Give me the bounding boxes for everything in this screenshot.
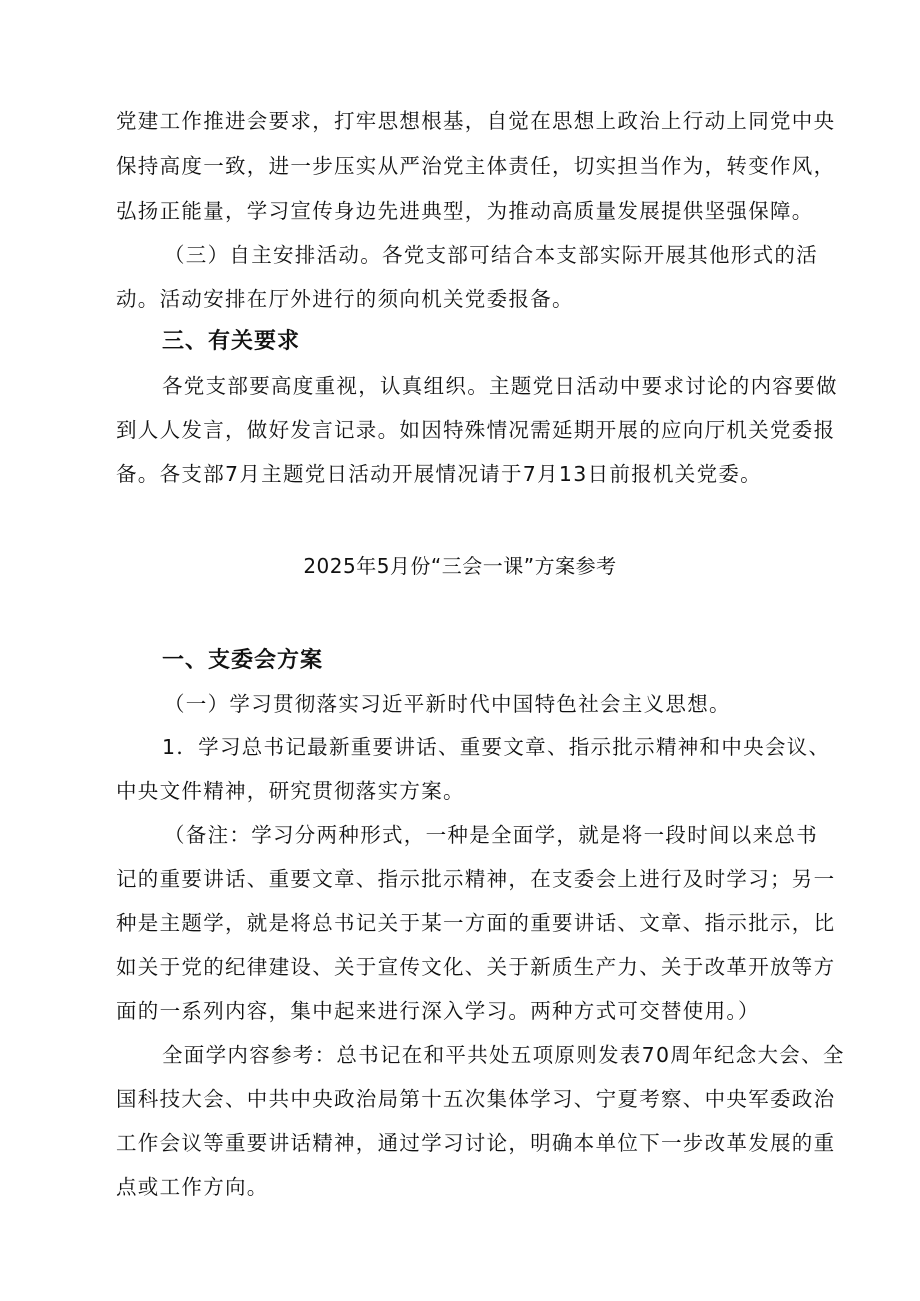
paragraph-line: 备。各支部7月主题党日活动开展情况请于7月13日前报机关党委。 — [116, 462, 762, 486]
paragraph-line: 动。活动安排在厅外进行的须向机关党委报备。 — [116, 287, 574, 311]
paragraph-line: 弘扬正能量，学习宣传身边先进典型，为推动高质量发展提供坚强保障。 — [116, 199, 814, 223]
paragraph-line: （备注：学习分两种形式，一种是全面学，就是将一段时间以来总书 — [164, 823, 818, 847]
paragraph-line: 记的重要讲话、重要文章、指示批示精神，在支委会上进行及时学习；另一 — [116, 867, 836, 891]
paragraph-line: 党建工作推进会要求，打牢思想根基，自觉在思想上政治上行动上同党中央 — [116, 109, 836, 133]
paragraph-line: 全面学内容参考：总书记在和平共处五项原则发表70周年纪念大会、全 — [162, 1043, 845, 1067]
paragraph-line: 工作会议等重要讲话精神，通过学习讨论，明确本单位下一步改革发展的重 — [116, 1131, 836, 1155]
section-heading: 一、支委会方案 — [162, 648, 324, 673]
paragraph-line: （一）学习贯彻落实习近平新时代中国特色社会主义思想。 — [164, 692, 731, 716]
paragraph-line: 到人人发言，做好发言记录。如因特殊情况需延期开展的应向厅机关党委报 — [116, 418, 836, 442]
paragraph-line: 如关于党的纪律建设、关于宣传文化、关于新质生产力、关于改革开放等方 — [116, 955, 836, 979]
paragraph-line: 国科技大会、中共中央政治局第十五次集体学习、宁夏考察、中央军委政治 — [116, 1087, 836, 1111]
section-heading: 三、有关要求 — [162, 329, 301, 354]
paragraph-line: 1．学习总书记最新重要讲话、重要文章、指示批示精神和中央会议、 — [162, 735, 831, 759]
paragraph-line: 种是主题学，就是将总书记关于某一方面的重要讲话、文章、指示批示，比 — [116, 911, 836, 935]
paragraph-line: （三）自主安排活动。各党支部可结合本支部实际开展其他形式的活 — [164, 243, 818, 267]
paragraph-line: 面的一系列内容，集中起来进行深入学习。两种方式可交替使用。） — [116, 999, 760, 1023]
paragraph-line: 点或工作方向。 — [116, 1175, 269, 1199]
document-title: 2025年5月份“三会一课”方案参考 — [303, 554, 617, 578]
paragraph-line: 中央文件精神，研究贯彻落实方案。 — [116, 779, 465, 803]
paragraph-line: 保持高度一致，进一步压实从严治党主体责任，切实担当作为，转变作风， — [116, 154, 836, 178]
paragraph-line: 各党支部要高度重视，认真组织。主题党日活动中要求讨论的内容要做 — [162, 374, 838, 398]
